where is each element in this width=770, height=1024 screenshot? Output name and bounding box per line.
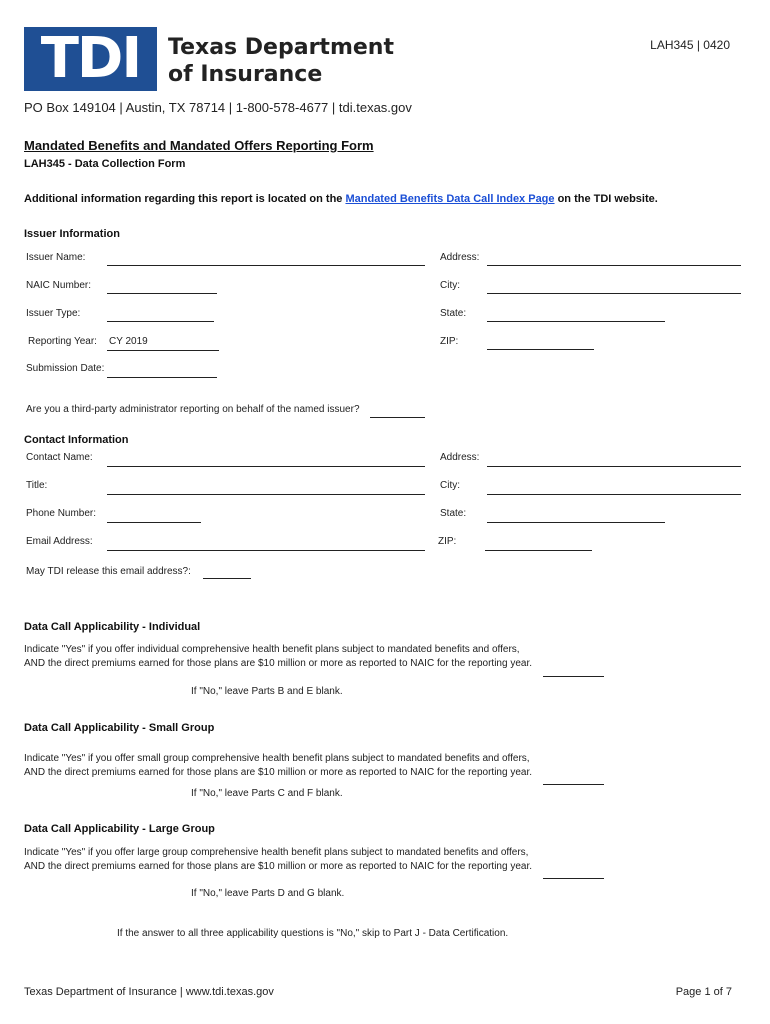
form-code: LAH345 | 0420 (650, 38, 730, 52)
info-prefix: Additional information regarding this report is located on the (24, 193, 346, 205)
contact-title-field[interactable] (107, 494, 425, 495)
org-name-line1: Texas Department (168, 35, 394, 60)
data-call-index-link[interactable]: Mandated Benefits Data Call Index Page (345, 193, 555, 205)
applicability-small-group-note: If "No," leave Parts C and F blank. (191, 788, 343, 799)
skip-instruction: If the answer to all three applicability questions is "No," skip to Part J - Data Certification. (117, 928, 509, 939)
phone-number-field[interactable] (107, 522, 201, 523)
contact-address-field[interactable] (487, 466, 741, 467)
issuer-name-field[interactable] (107, 265, 425, 266)
contact-city-field[interactable] (487, 494, 741, 495)
info-suffix: on the TDI website. (554, 193, 658, 205)
submission-date-field[interactable] (107, 377, 217, 378)
contact-city-label: City: (440, 480, 460, 491)
issuer-section-heading: Issuer Information (24, 228, 120, 240)
reporting-year-value[interactable]: CY 2019 (109, 336, 148, 347)
applicability-large-group-line1: Indicate "Yes" if you offer large group comprehensive health benefit plans subject to mandated benefits and offers, (24, 847, 529, 858)
contact-zip-label: ZIP: (438, 536, 457, 547)
email-address-label: Email Address: (26, 536, 93, 547)
applicability-small-group-line1: Indicate "Yes" if you offer small group comprehensive health benefit plans subject to mandated benefits and offers, (24, 753, 530, 764)
form-subtitle: LAH345 - Data Collection Form (24, 158, 186, 170)
tdi-logo: TDI (24, 27, 157, 91)
issuer-city-label: City: (440, 280, 460, 291)
applicability-large-group-text (24, 846, 532, 874)
tpa-answer-field[interactable] (370, 417, 425, 418)
applicability-individual-heading: Data Call Applicability - Individual (24, 621, 201, 633)
applicability-individual-answer-field[interactable] (543, 676, 604, 677)
applicability-small-group-heading: Data Call Applicability - Small Group (24, 722, 215, 734)
email-release-question: May TDI release this email address?: (26, 566, 191, 577)
issuer-zip-field[interactable] (487, 349, 594, 350)
reporting-year-field[interactable] (107, 350, 219, 351)
issuer-address-field[interactable] (487, 265, 741, 266)
applicability-small-group-line2: AND the direct premiums earned for those plans are $10 million or more as reported to NAIC for the reporting year. (24, 767, 533, 778)
applicability-small-group-answer-field[interactable] (543, 784, 604, 785)
contact-name-field[interactable] (107, 466, 425, 467)
info-line (24, 193, 658, 205)
issuer-state-field[interactable] (487, 321, 665, 322)
email-release-answer-field[interactable] (203, 578, 251, 579)
contact-zip-field[interactable] (485, 550, 592, 551)
applicability-large-group-line2: AND the direct premiums earned for those plans are $10 million or more as reported to NAIC for the reporting year. (24, 861, 533, 872)
issuer-type-field[interactable] (107, 321, 214, 322)
email-address-field[interactable] (107, 550, 425, 551)
contact-state-label: State: (440, 508, 467, 519)
issuer-city-field[interactable] (487, 293, 741, 294)
issuer-name-label: Issuer Name: (26, 252, 86, 263)
footer-org: Texas Department of Insurance | www.tdi.texas.gov (24, 986, 274, 998)
submission-date-label: Submission Date: (26, 363, 105, 374)
contact-address-label: Address: (440, 452, 480, 463)
issuer-state-label: State: (440, 308, 467, 319)
applicability-individual-note: If "No," leave Parts B and E blank. (191, 686, 343, 697)
naic-number-label: NAIC Number: (26, 280, 92, 291)
reporting-year-label: Reporting Year: (28, 336, 97, 347)
contact-state-field[interactable] (487, 522, 665, 523)
applicability-large-group-note: If "No," leave Parts D and G blank. (191, 888, 345, 899)
applicability-large-group-heading: Data Call Applicability - Large Group (24, 823, 215, 835)
naic-number-field[interactable] (107, 293, 217, 294)
applicability-large-group-answer-field[interactable] (543, 878, 604, 879)
org-name-line2: of Insurance (168, 62, 323, 87)
tpa-question: Are you a third-party administrator reporting on behalf of the named issuer? (26, 404, 360, 415)
org-contact-line: PO Box 149104 | Austin, TX 78714 | 1-800-578-4677 | tdi.texas.gov (24, 100, 412, 115)
issuer-type-label: Issuer Type: (26, 308, 81, 319)
contact-name-label: Contact Name: (26, 452, 93, 463)
phone-number-label: Phone Number: (26, 508, 97, 519)
applicability-individual-text (24, 643, 532, 671)
contact-section-heading: Contact Information (24, 434, 129, 446)
contact-title-label: Title: (26, 480, 48, 491)
applicability-individual-line1: Indicate "Yes" if you offer individual comprehensive health benefit plans subject to mandated benefits and offers, (24, 644, 520, 655)
form-title: Mandated Benefits and Mandated Offers Reporting Form (24, 138, 374, 153)
org-name (168, 34, 394, 88)
issuer-zip-label: ZIP: (440, 336, 459, 347)
applicability-small-group-text (24, 752, 532, 780)
issuer-address-label: Address: (440, 252, 480, 263)
page-number: Page 1 of 7 (675, 986, 732, 998)
applicability-individual-line2: AND the direct premiums earned for those plans are $10 million or more as reported to NAIC for the reporting year. (24, 658, 533, 669)
